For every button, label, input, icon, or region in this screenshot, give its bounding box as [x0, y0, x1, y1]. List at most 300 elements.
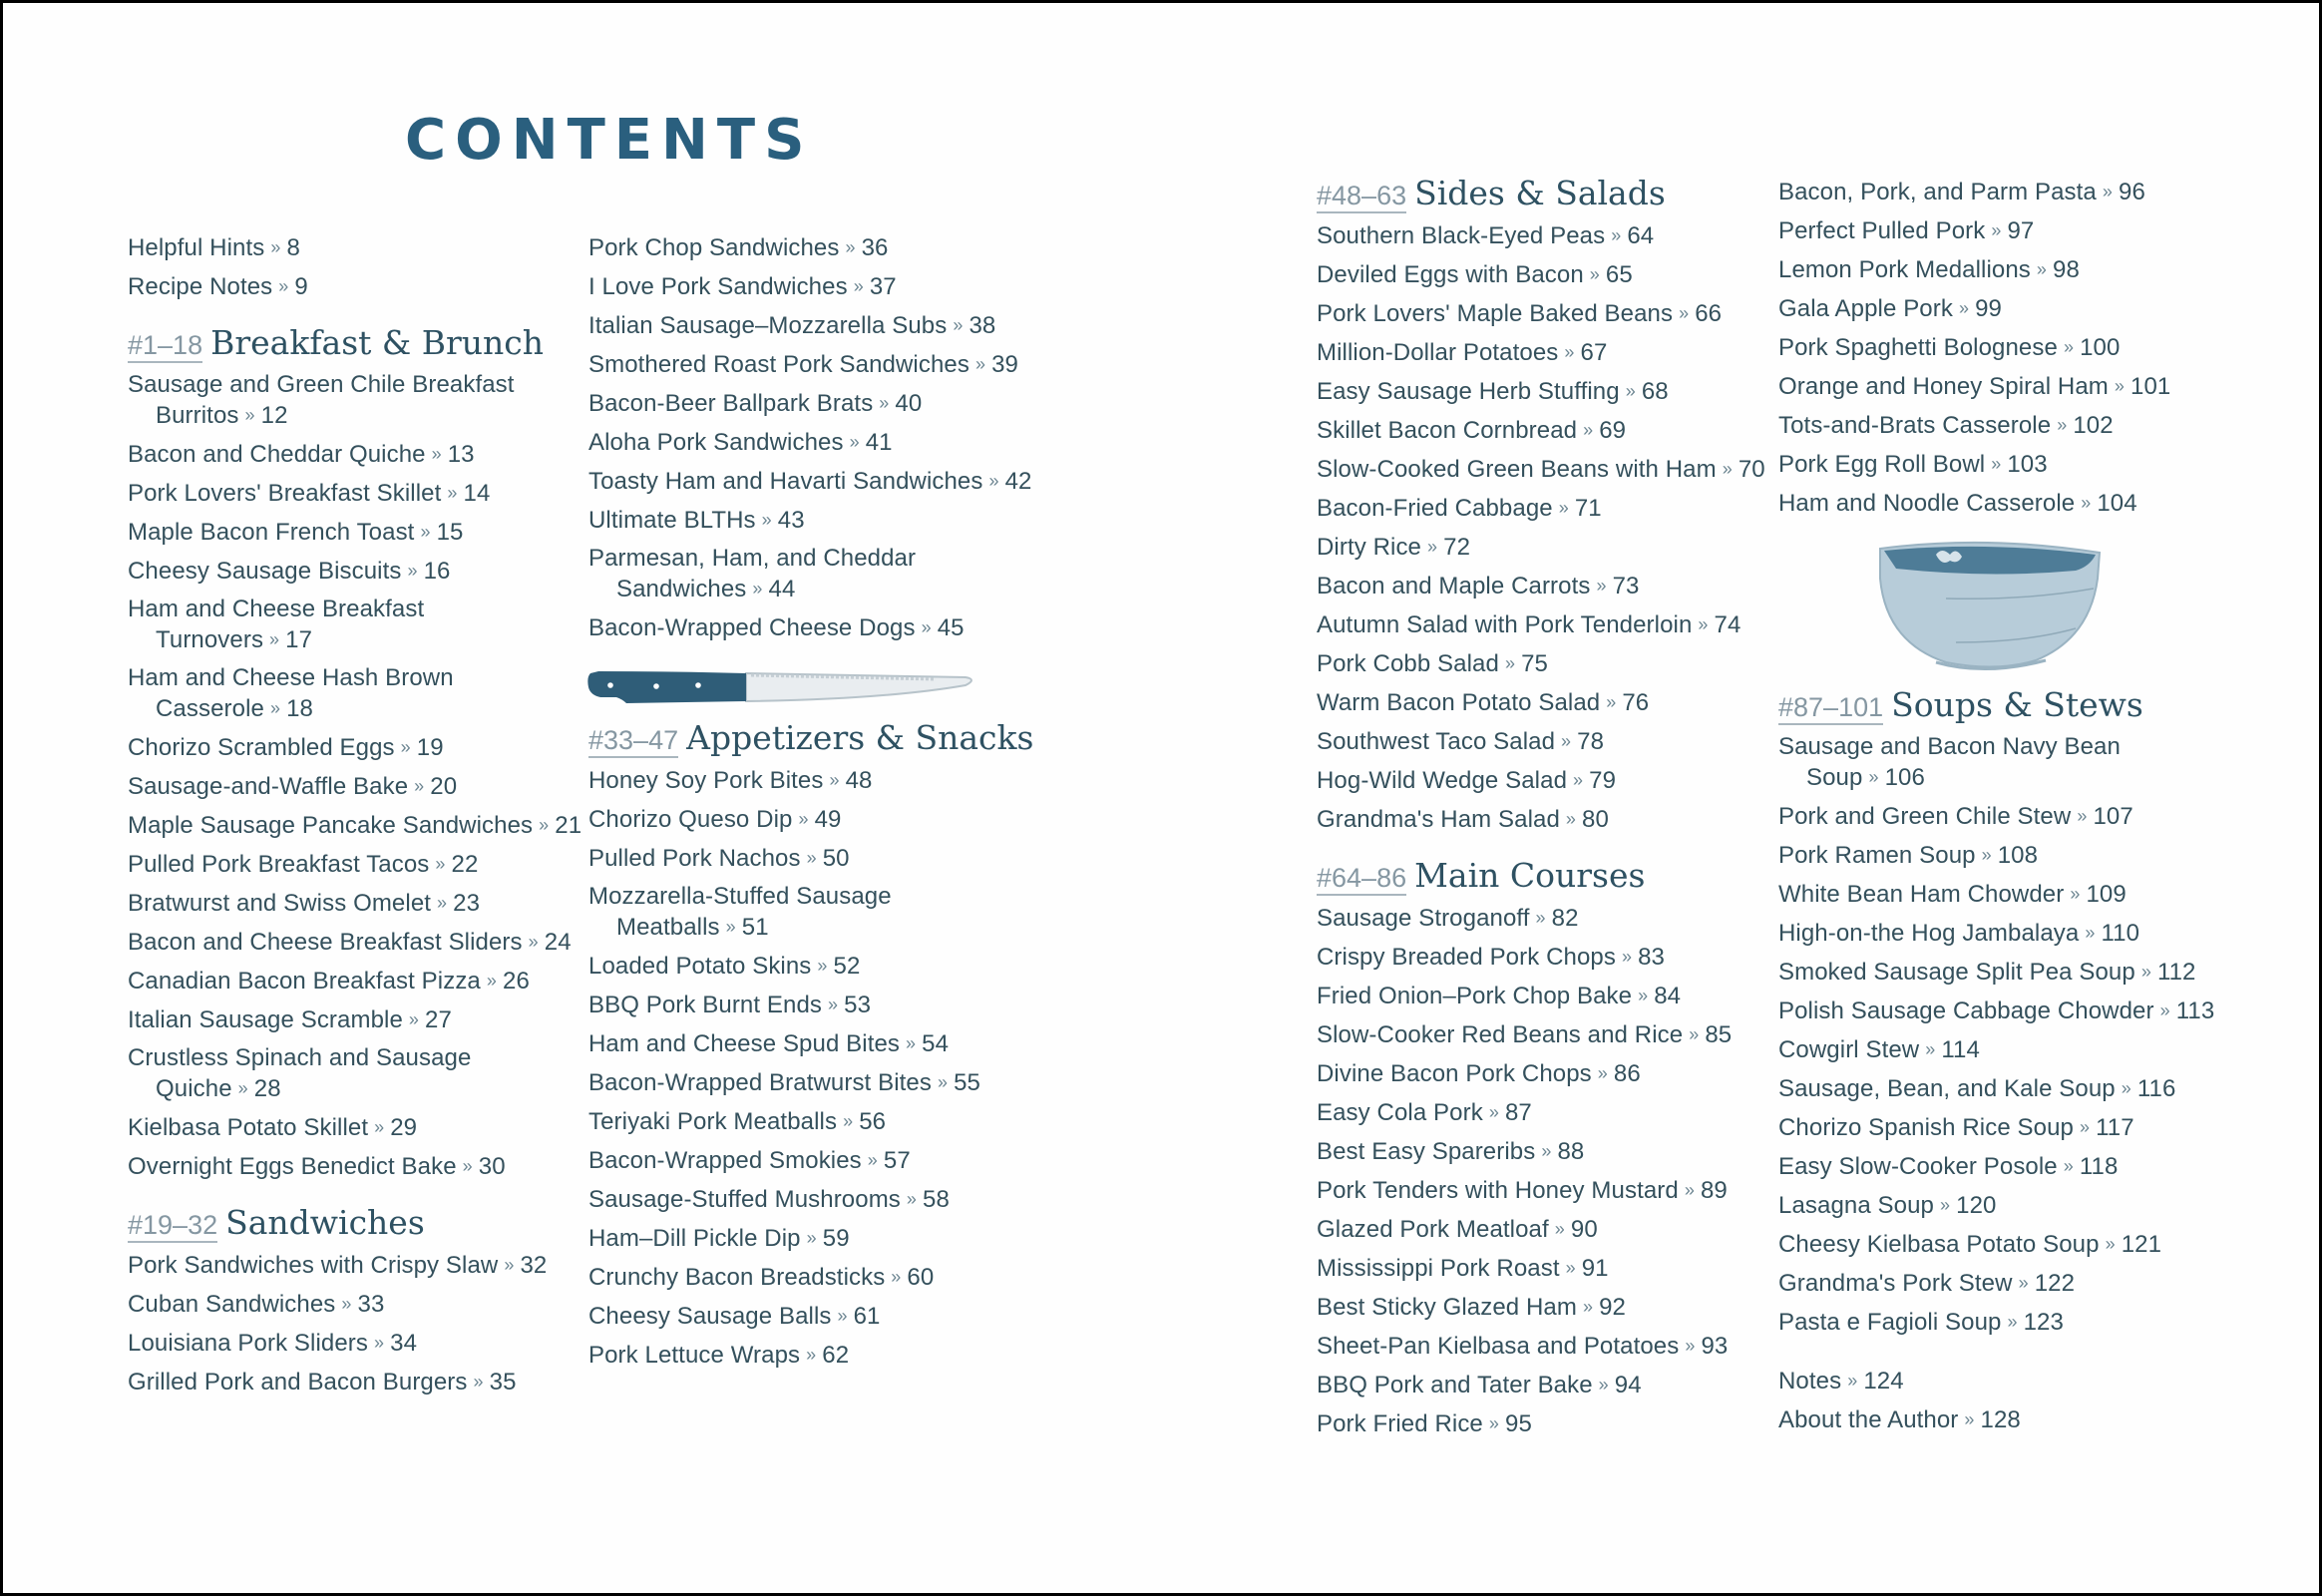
separator-icon: » [1596, 576, 1607, 596]
column-1 [128, 232, 586, 1405]
separator-icon: » [437, 893, 448, 913]
toc-entry-pasta-e-fagioli-soup[interactable] [1778, 1307, 2237, 1338]
entry-title: Italian Sausage Scramble [128, 1006, 403, 1033]
entry-title: Million-Dollar Potatoes [1317, 339, 1559, 366]
toc-entry-fried-onion-pork-chop-bake[interactable] [1317, 981, 1775, 1011]
page-number: 114 [1941, 1036, 1980, 1063]
toc-entry-easy-slow-cooker-posole[interactable] [1778, 1151, 2237, 1182]
toc-entry-ham-dill-pickle-dip[interactable] [588, 1223, 1047, 1254]
toc-entry-warm-bacon-potato-salad[interactable] [1317, 687, 1775, 718]
toc-entry-recipe-notes[interactable] [128, 271, 586, 302]
section-title: Appetizers & Snacks [686, 718, 1034, 757]
separator-icon: » [1991, 220, 2002, 240]
entry-title: Autumn Salad with Pork Tenderloin [1317, 611, 1693, 638]
entry-title: Pork Lovers' Maple Baked Beans [1317, 300, 1674, 327]
toc-entry-pork-tenders-with-honey-mustard[interactable] [1317, 1175, 1775, 1206]
separator-icon: » [539, 815, 550, 835]
toc-entry-glazed-pork-meatloaf[interactable] [1317, 1214, 1775, 1245]
entry-title: Pork Lettuce Wraps [588, 1342, 801, 1369]
toc-entry-loaded-potato-skins[interactable] [588, 951, 1047, 982]
toc-entry-bratwurst-and-swiss-omelet[interactable] [128, 888, 586, 919]
toc-entry-slow-cooked-green-beans-with-ham[interactable] [1317, 454, 1775, 485]
entry-title: Recipe Notes [128, 273, 273, 300]
page-number: 97 [2007, 217, 2035, 244]
page-number: 26 [503, 968, 530, 995]
toc-entry-pork-egg-roll-bowl[interactable] [1778, 449, 2237, 480]
toc-entry-pork-chop-sandwiches[interactable] [588, 232, 1047, 263]
separator-icon: » [341, 1294, 352, 1314]
toc-entry-white-bean-ham-chowder[interactable] [1778, 879, 2237, 910]
separator-icon: » [1488, 1102, 1499, 1122]
page-number: 87 [1504, 1099, 1532, 1126]
page-number: 32 [520, 1252, 548, 1279]
page-number: 66 [1695, 300, 1723, 327]
entry-title: Loaded Potato Skins [588, 953, 812, 980]
toc-entry-chorizo-scrambled-eggs[interactable] [128, 732, 586, 763]
separator-icon: » [828, 995, 839, 1014]
page-number: 24 [544, 929, 572, 956]
entry-title: Pork Sandwiches with Crispy Slaw [128, 1252, 499, 1279]
knife-illustration [586, 665, 977, 705]
entry-title: I Love Pork Sandwiches [588, 273, 848, 300]
separator-icon: » [849, 432, 860, 452]
section-sandwiches [128, 1204, 586, 1397]
toc-entry-lasagna-soup[interactable] [1778, 1190, 2237, 1221]
toc-entry-pork-lovers-breakfast-skillet[interactable] [128, 478, 586, 509]
section-sides [1317, 175, 1775, 835]
entry-title: Cheesy Sausage Balls [588, 1303, 832, 1330]
toc-entry-crunchy-bacon-breadsticks[interactable] [588, 1262, 1047, 1293]
toc-entry-maple-bacon-french-toast[interactable] [128, 517, 586, 548]
entry-title: Pork and Green Chile Stew [1778, 803, 2072, 830]
entry-title: Bacon, Pork, and Parm Pasta [1778, 179, 2097, 205]
section-heading-sandwiches[interactable] [128, 1204, 586, 1244]
toc-entry-overnight-eggs-benedict-bake[interactable] [128, 1151, 586, 1182]
page-number: 86 [1613, 1060, 1641, 1087]
separator-icon: » [528, 932, 539, 952]
separator-icon: » [1698, 614, 1709, 634]
page-number: 120 [1956, 1192, 1997, 1219]
entry-title: Deviled Eggs with Bacon [1317, 261, 1584, 288]
toc-entry-chorizo-queso-dip[interactable] [588, 804, 1047, 835]
toc-entry-orange-and-honey-spiral-ham[interactable] [1778, 371, 2237, 402]
toc-entry-pulled-pork-breakfast-tacos[interactable] [128, 849, 586, 880]
toc-entry-bacon-fried-cabbage[interactable] [1317, 493, 1775, 524]
toc-entry-crustless-spinach-and-sausage-quiche[interactable] [128, 1043, 586, 1104]
toc-entry-slow-cooker-red-beans-and-rice[interactable] [1317, 1019, 1775, 1050]
entry-title: Bacon and Cheddar Quiche [128, 441, 426, 468]
page-number: 83 [1638, 944, 1665, 971]
separator-icon: » [420, 522, 431, 542]
toc-entry-bacon-pork-and-parm-pasta[interactable] [1778, 177, 2237, 207]
separator-icon: » [447, 483, 458, 503]
page-number: 69 [1599, 417, 1627, 444]
section-heading-breakfast[interactable] [128, 324, 586, 364]
entry-title: Easy Sausage Herb Stuffing [1317, 378, 1620, 405]
toc-entry-bbq-pork-burnt-ends[interactable] [588, 990, 1047, 1020]
separator-icon: » [1573, 770, 1584, 790]
toc-entry-ham-and-cheese-hash-brown-casserole[interactable] [128, 663, 586, 724]
section-heading-mains[interactable] [1317, 857, 1775, 897]
entry-title: About the Author [1778, 1406, 1959, 1433]
toc-entry-sausage-and-waffle-bake[interactable] [128, 771, 586, 802]
page-number: 123 [2023, 1309, 2064, 1336]
toc-entry-tots-and-brats-casserole[interactable] [1778, 410, 2237, 441]
separator-icon: » [974, 354, 986, 374]
toc-entry-sausage-stuffed-mushrooms[interactable] [588, 1184, 1047, 1215]
entry-title: Pork Tenders with Honey Mustard [1317, 1177, 1679, 1204]
section-title: Soups & Stews [1891, 685, 2143, 724]
separator-icon: » [1488, 1413, 1499, 1433]
toc-entry-pulled-pork-nachos[interactable] [588, 843, 1047, 874]
separator-icon: » [2036, 259, 2048, 279]
toc-entry-divine-bacon-pork-chops[interactable] [1317, 1058, 1775, 1089]
page-number: 121 [2121, 1231, 2162, 1258]
toc-entry-louisiana-pork-sliders[interactable] [128, 1328, 586, 1359]
page-number: 106 [1884, 764, 1925, 791]
entry-title: Parmesan, Ham, and Cheddar Sandwiches [588, 545, 917, 602]
page-number: 108 [1997, 842, 2039, 869]
toc-entry-pork-sandwiches-with-crispy-slaw[interactable] [128, 1250, 586, 1281]
toc-entry-ham-and-noodle-casserole[interactable] [1778, 488, 2237, 519]
entry-title: Cheesy Kielbasa Potato Soup [1778, 1231, 2100, 1258]
separator-icon: » [270, 237, 281, 257]
toc-entry-bacon-wrapped-smokies[interactable] [588, 1145, 1047, 1176]
toc-entry-pork-lettuce-wraps[interactable] [588, 1340, 1047, 1371]
separator-icon: » [374, 1333, 385, 1353]
toc-entry-southern-black-eyed-peas[interactable] [1317, 220, 1775, 251]
page-number: 41 [865, 429, 893, 456]
section-heading-soups[interactable] [1778, 686, 2237, 726]
entry-title: Notes [1778, 1368, 1842, 1395]
separator-icon: » [845, 237, 856, 257]
toc-entry-pork-lovers-maple-baked-beans[interactable] [1317, 298, 1775, 329]
page-number: 78 [1577, 728, 1605, 755]
separator-icon: » [1606, 692, 1617, 712]
entry-title: Grandma's Ham Salad [1317, 806, 1560, 833]
toc-entry-bbq-pork-and-tater-bake[interactable] [1317, 1370, 1775, 1400]
separator-icon: » [486, 971, 497, 991]
page-number: 116 [2136, 1075, 2176, 1102]
page-number: 60 [907, 1264, 935, 1291]
page-number: 100 [2080, 334, 2121, 361]
separator-icon: » [407, 561, 418, 581]
toc-entry-kielbasa-potato-skillet[interactable] [128, 1112, 586, 1143]
page-number: 39 [991, 351, 1018, 378]
recipe-range: #33–47 [588, 725, 678, 758]
page-number: 8 [286, 234, 300, 261]
toc-entry-southwest-taco-salad[interactable] [1317, 726, 1775, 757]
section-appetizers [588, 719, 1047, 1371]
separator-icon: » [2085, 923, 2096, 943]
entry-title: Teriyaki Pork Meatballs [588, 1108, 838, 1135]
toc-entry-cowgirl-stew[interactable] [1778, 1034, 2237, 1065]
separator-icon: » [278, 276, 289, 296]
page-number: 110 [2101, 920, 2140, 947]
page-number: 9 [294, 273, 308, 300]
toc-entry-autumn-salad-with-pork-tenderloin[interactable] [1317, 609, 1775, 640]
entry-title: Crispy Breaded Pork Chops [1317, 944, 1616, 971]
entry-title: Crunchy Bacon Breadsticks [588, 1264, 886, 1291]
separator-icon: » [269, 629, 280, 649]
section-mains [1317, 857, 1775, 1439]
separator-icon: » [817, 956, 828, 976]
toc-entry-i-love-pork-sandwiches[interactable] [588, 271, 1047, 302]
separator-icon: » [414, 776, 425, 796]
separator-icon: » [953, 315, 964, 335]
separator-icon: » [2063, 1156, 2074, 1176]
separator-icon: » [435, 854, 446, 874]
separator-icon: » [906, 1189, 918, 1209]
separator-icon: » [1535, 908, 1546, 928]
toc-entry-bacon-and-maple-carrots[interactable] [1317, 571, 1775, 601]
page-number: 53 [844, 992, 872, 1018]
entry-title: Grilled Pork and Bacon Burgers [128, 1369, 468, 1396]
entry-title: Pulled Pork Nachos [588, 845, 801, 872]
toc-entry-grandma-s-ham-salad[interactable] [1317, 804, 1775, 835]
page-number: 44 [768, 576, 796, 602]
entry-title: Canadian Bacon Breakfast Pizza [128, 968, 481, 995]
toc-entry-bacon-and-cheddar-quiche[interactable] [128, 439, 586, 470]
separator-icon: » [2063, 337, 2075, 357]
separator-icon: » [1589, 264, 1600, 284]
page-number: 104 [2097, 490, 2137, 517]
toc-entry-pork-fried-rice[interactable] [1317, 1408, 1775, 1439]
page-number: 61 [853, 1303, 881, 1330]
page-number: 107 [2093, 803, 2133, 830]
toc-entry-deviled-eggs-with-bacon[interactable] [1317, 259, 1775, 290]
toc-entry-mozzarella-stuffed-sausage-meatballs[interactable] [588, 882, 1047, 943]
entry-title: Sausage, Bean, and Kale Soup [1778, 1075, 2116, 1102]
toc-entry-helpful-hints[interactable] [128, 232, 586, 263]
separator-icon: » [237, 1078, 248, 1098]
toc-entry-pork-spaghetti-bolognese[interactable] [1778, 332, 2237, 363]
toc-entry-sausage-bean-and-kale-soup[interactable] [1778, 1073, 2237, 1104]
toc-entry-smothered-roast-pork-sandwiches[interactable] [588, 349, 1047, 380]
entry-title: Cheesy Sausage Biscuits [128, 558, 402, 585]
toc-entry-best-sticky-glazed-ham[interactable] [1317, 1292, 1775, 1323]
page-number: 99 [1975, 295, 2002, 322]
page-number: 67 [1580, 339, 1608, 366]
toc-entry-ham-and-cheese-spud-bites[interactable] [588, 1028, 1047, 1059]
page-number: 38 [968, 312, 996, 339]
entry-title: Sausage and Green Chile Breakfast Burritos [128, 371, 515, 429]
page-number: 42 [1004, 468, 1032, 495]
toc-entry-easy-sausage-herb-stuffing[interactable] [1317, 376, 1775, 407]
toc-entry-best-easy-spareribs[interactable] [1317, 1136, 1775, 1167]
entry-title: Fried Onion–Pork Chop Bake [1317, 983, 1633, 1009]
separator-icon: » [269, 698, 281, 718]
toc-entry-parmesan-ham-and-cheddar-sandwiches[interactable] [588, 544, 1047, 604]
page-number: 35 [489, 1369, 517, 1396]
entry-title: Perfect Pulled Pork [1778, 217, 1986, 244]
separator-icon: » [1427, 537, 1438, 557]
page-number: 89 [1700, 1177, 1728, 1204]
separator-icon: » [2140, 962, 2151, 982]
separator-icon: » [1684, 1180, 1695, 1200]
entry-title: Dirty Rice [1317, 534, 1422, 561]
toc-entry-bacon-wrapped-cheese-dogs[interactable] [588, 612, 1047, 643]
separator-icon: » [879, 393, 890, 413]
toc-entry-grilled-pork-and-bacon-burgers[interactable] [128, 1367, 586, 1397]
entry-title: Bratwurst and Swiss Omelet [128, 890, 432, 917]
toc-entry-cheesy-sausage-biscuits[interactable] [128, 556, 586, 587]
separator-icon: » [1958, 298, 1970, 318]
toc-entry-easy-cola-pork[interactable] [1317, 1097, 1775, 1128]
separator-icon: » [1564, 342, 1575, 362]
toc-entry-million-dollar-potatoes[interactable] [1317, 337, 1775, 368]
toc-entry-sheet-pan-kielbasa-and-potatoes[interactable] [1317, 1331, 1775, 1362]
page-number: 76 [1622, 689, 1650, 716]
toc-entry-cuban-sandwiches[interactable] [128, 1289, 586, 1320]
toc-entry-grandma-s-pork-stew[interactable] [1778, 1268, 2237, 1299]
toc-entry-cheesy-kielbasa-potato-soup[interactable] [1778, 1229, 2237, 1260]
page-number: 52 [833, 953, 861, 980]
separator-icon: » [806, 1228, 817, 1248]
toc-entry-high-on-the-hog-jambalaya[interactable] [1778, 918, 2237, 949]
entry-title: Chorizo Spanish Rice Soup [1778, 1114, 2074, 1141]
entry-title: Best Sticky Glazed Ham [1317, 1294, 1577, 1321]
section-title: Main Courses [1414, 856, 1646, 895]
separator-icon: » [1561, 731, 1572, 751]
entry-title: Glazed Pork Meatloaf [1317, 1216, 1549, 1243]
page-number: 124 [1863, 1368, 1904, 1395]
page-number: 48 [845, 767, 873, 794]
section-title: Sides & Salads [1414, 174, 1666, 212]
toc-entry-dirty-rice[interactable] [1317, 532, 1775, 563]
toc-entry-bacon-and-cheese-breakfast-sliders[interactable] [128, 927, 586, 958]
separator-icon: » [853, 276, 864, 296]
toc-entry-pork-and-green-chile-stew[interactable] [1778, 801, 2237, 832]
toc-entry-italian-sausage-scramble[interactable] [128, 1004, 586, 1035]
section-soups [1778, 686, 2237, 1338]
page-number: 27 [425, 1006, 452, 1033]
page-number: 56 [859, 1108, 887, 1135]
section-breakfast [128, 324, 586, 1182]
entry-title: Lasagna Soup [1778, 1192, 1935, 1219]
separator-icon: » [1722, 459, 1733, 479]
toc-entry-pork-ramen-soup[interactable] [1778, 840, 2237, 871]
separator-icon: » [1565, 1258, 1576, 1278]
separator-icon: » [921, 617, 932, 637]
page-number: 117 [2096, 1114, 2134, 1141]
page-number: 14 [463, 480, 491, 507]
toc-entry-notes[interactable] [1778, 1366, 2237, 1396]
entry-title: High-on-the Hog Jambalaya [1778, 920, 2080, 947]
entry-title: Bacon-Wrapped Cheese Dogs [588, 614, 916, 641]
toc-entry-honey-soy-pork-bites[interactable] [588, 765, 1047, 796]
separator-icon: » [1685, 1336, 1696, 1356]
separator-icon: » [1504, 653, 1516, 673]
page-number: 16 [423, 558, 451, 585]
page-number: 62 [822, 1342, 850, 1369]
toc-entry-ham-and-cheese-breakfast-turnovers[interactable] [128, 595, 586, 655]
page-number: 21 [555, 812, 582, 839]
entry-title: Ham and Cheese Hash Brown Casserole [128, 664, 454, 722]
page-number: 98 [2053, 256, 2080, 283]
toc-entry-skillet-bacon-cornbread[interactable] [1317, 415, 1775, 446]
page-number: 90 [1570, 1216, 1598, 1243]
entry-title: Pork Fried Rice [1317, 1410, 1483, 1437]
toc-entry-about-the-author[interactable] [1778, 1404, 2237, 1435]
toc-entry-smoked-sausage-split-pea-soup[interactable] [1778, 957, 2237, 988]
entry-title: Chorizo Scrambled Eggs [128, 734, 395, 761]
toc-entry-polish-sausage-cabbage-chowder[interactable] [1778, 996, 2237, 1026]
toc-entry-sausage-and-bacon-navy-bean-soup[interactable] [1778, 732, 2237, 793]
toc-entry-cheesy-sausage-balls[interactable] [588, 1301, 1047, 1332]
separator-icon: » [843, 1111, 854, 1131]
toc-entry-bacon-beer-ballpark-brats[interactable] [588, 388, 1047, 419]
toc-entry-toasty-ham-and-havarti-sandwiches[interactable] [588, 466, 1047, 497]
toc-entry-mississippi-pork-roast[interactable] [1317, 1253, 1775, 1284]
separator-icon: » [1679, 303, 1690, 323]
toc-entry-sausage-stroganoff[interactable] [1317, 903, 1775, 934]
section-heading-sides[interactable] [1317, 175, 1775, 214]
entry-title: Warm Bacon Potato Salad [1317, 689, 1601, 716]
separator-icon: » [2070, 884, 2081, 904]
separator-icon: » [1964, 1409, 1975, 1429]
entry-title: Sausage-and-Waffle Bake [128, 773, 409, 800]
entry-title: Kielbasa Potato Skillet [128, 1114, 369, 1141]
page-number: 20 [430, 773, 458, 800]
entry-title: Ham and Cheese Breakfast Turnovers [128, 596, 425, 653]
page-number: 43 [777, 507, 805, 534]
toc-entry-aloha-pork-sandwiches[interactable] [588, 427, 1047, 458]
separator-icon: » [431, 444, 442, 464]
entry-title: Southern Black-Eyed Peas [1317, 222, 1606, 249]
entry-title: Pork Chop Sandwiches [588, 234, 840, 261]
section-heading-appetizers[interactable] [588, 719, 1047, 759]
toc-entry-teriyaki-pork-meatballs[interactable] [588, 1106, 1047, 1137]
separator-icon: » [408, 1009, 420, 1029]
separator-icon: » [2081, 493, 2092, 513]
separator-icon: » [2159, 1000, 2170, 1020]
entry-title: BBQ Pork and Tater Bake [1317, 1372, 1593, 1398]
page-number: 94 [1614, 1372, 1642, 1398]
bowl-illustration [1876, 539, 2104, 674]
separator-icon: » [725, 917, 736, 937]
toc-entry-chorizo-spanish-rice-soup[interactable] [1778, 1112, 2237, 1143]
toc-entry-perfect-pulled-pork[interactable] [1778, 215, 2237, 246]
toc-entry-hog-wild-wedge-salad[interactable] [1317, 765, 1775, 796]
page-number: 118 [2079, 1153, 2119, 1180]
separator-icon: » [906, 1033, 917, 1053]
page-number: 113 [2175, 998, 2215, 1024]
toc-entry-crispy-breaded-pork-chops[interactable] [1317, 942, 1775, 973]
entry-title: Easy Cola Pork [1317, 1099, 1483, 1126]
entry-title: Tots-and-Brats Casserole [1778, 412, 2052, 439]
toc-entry-sausage-and-green-chile-breakfast-burritos[interactable] [128, 370, 586, 431]
toc-entry-italian-sausage-mozzarella-subs[interactable] [588, 310, 1047, 341]
page-number: 84 [1654, 983, 1682, 1009]
toc-entry-lemon-pork-medallions[interactable] [1778, 254, 2237, 285]
entry-title: Italian Sausage–Mozzarella Subs [588, 312, 948, 339]
toc-entry-ultimate-blths[interactable] [588, 505, 1047, 536]
separator-icon: » [374, 1117, 385, 1137]
entry-title: Hog-Wild Wedge Salad [1317, 767, 1568, 794]
page-number: 58 [923, 1186, 950, 1213]
separator-icon: » [462, 1156, 473, 1176]
toc-entry-canadian-bacon-breakfast-pizza[interactable] [128, 966, 586, 997]
toc-entry-gala-apple-pork[interactable] [1778, 293, 2237, 324]
page-number: 95 [1505, 1410, 1532, 1437]
page-number: 37 [869, 273, 897, 300]
toc-entry-bacon-wrapped-bratwurst-bites[interactable] [588, 1067, 1047, 1098]
entry-title: Maple Sausage Pancake Sandwiches [128, 812, 534, 839]
toc-entry-pork-cobb-salad[interactable] [1317, 648, 1775, 679]
page-number: 15 [436, 519, 464, 546]
toc-entry-maple-sausage-pancake-sandwiches[interactable] [128, 810, 586, 841]
